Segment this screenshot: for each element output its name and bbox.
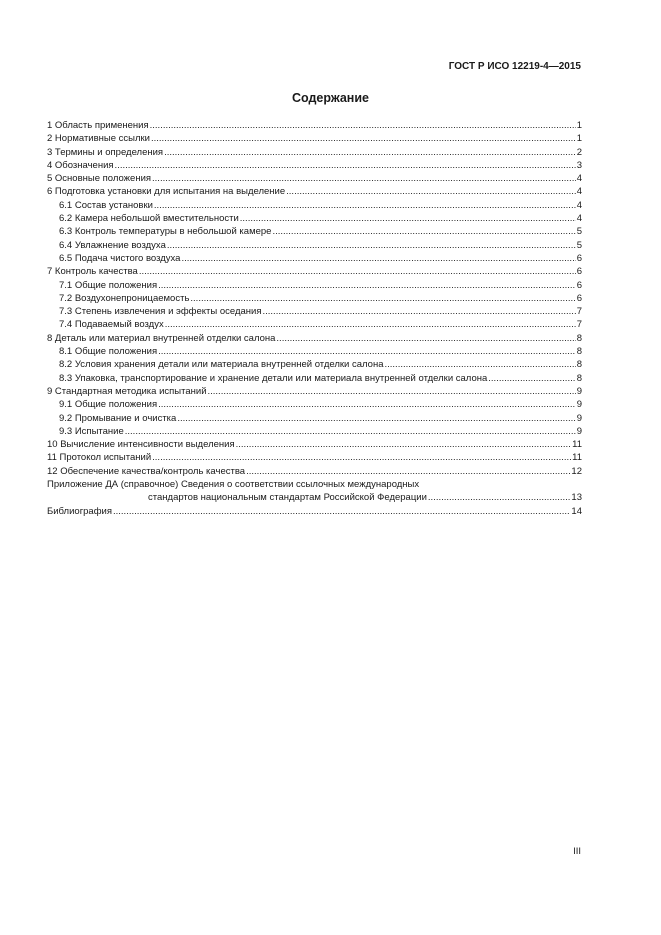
leader-dots <box>165 318 576 331</box>
toc-entry-page: 8 <box>576 372 582 384</box>
toc-entry-label: 6.5 Подача чистого воздуха <box>59 252 181 264</box>
toc-subentry[interactable] <box>47 305 582 318</box>
leader-dots <box>286 185 576 198</box>
appendix-line-1: Приложение ДА (справочное) Сведения о соответствии ссылочных международных <box>47 479 420 491</box>
leader-dots <box>125 425 576 438</box>
toc-entry-label: 9 Стандартная методика испытаний <box>47 385 207 397</box>
toc-entry-label: 9.1 Общие положения <box>59 399 158 411</box>
toc-entry-page: 14 <box>571 505 582 517</box>
toc-entry-page: 1 <box>576 133 582 145</box>
toc-entry-page: 4 <box>576 186 582 198</box>
toc-entry[interactable] <box>47 146 582 159</box>
toc-entry-page: 8 <box>576 346 582 358</box>
toc-subentry[interactable] <box>47 425 582 438</box>
leader-dots <box>276 332 575 345</box>
leader-dots <box>385 358 576 371</box>
toc-subentry[interactable] <box>47 279 582 292</box>
toc-entry-page: 8 <box>576 332 582 344</box>
toc-entry-label: 5 Основные положения <box>47 173 152 185</box>
toc-subentry[interactable] <box>47 412 582 425</box>
toc-entry-page: 11 <box>572 452 582 464</box>
toc-subentry[interactable] <box>47 239 582 252</box>
toc-entry-page: 7 <box>576 306 582 318</box>
document-code: ГОСТ Р ИСО 12219-4—2015 <box>448 61 581 72</box>
toc-entry-page: 2 <box>576 146 582 158</box>
toc-entry-label: 1 Область применения <box>47 120 149 131</box>
toc-entry-label: стандартов национальным стандартам Российской Федерации <box>148 492 427 504</box>
toc-subentry[interactable] <box>47 372 582 385</box>
leader-dots <box>115 159 576 172</box>
leader-dots <box>113 505 570 518</box>
toc-entry-page: 5 <box>576 239 582 251</box>
leader-dots <box>263 305 576 318</box>
toc-subentry[interactable] <box>47 398 582 411</box>
toc-entry-label: 6.1 Состав установки <box>59 199 153 211</box>
toc-entry-page: 6 <box>576 279 582 291</box>
toc-entry-label: 6 Подготовка установки для испытания на выделение <box>47 186 286 198</box>
appendix-line-2 <box>47 491 582 504</box>
toc-entry-page: 12 <box>571 465 582 477</box>
toc-entry-label: 7 Контроль качества <box>47 266 138 278</box>
toc-entry-label: 6.2 Камера небольшой вместительности <box>59 213 239 225</box>
toc-subentry[interactable] <box>47 199 582 212</box>
toc-entry[interactable] <box>47 172 582 185</box>
leader-dots <box>158 279 576 292</box>
toc-entry-page: 4 <box>576 199 582 211</box>
toc-entry-page: 9 <box>576 425 582 437</box>
leader-dots <box>488 372 575 385</box>
toc-subentry[interactable] <box>47 252 582 265</box>
toc-entry[interactable] <box>47 438 582 451</box>
leader-dots <box>152 451 571 464</box>
toc-subentry[interactable] <box>47 358 582 371</box>
toc-appendix-entry[interactable] <box>47 478 582 505</box>
leader-dots <box>428 491 571 504</box>
toc-bibliography-entry[interactable] <box>47 505 582 518</box>
toc-entry[interactable] <box>47 465 582 478</box>
toc-entry-label: 2 Нормативные ссылки <box>47 133 150 145</box>
toc-entry-label: 7.3 Степень извлечения и эффекты оседания <box>59 306 262 318</box>
toc-entry-label: 8 Деталь или материал внутренней отделки салона <box>47 332 276 344</box>
toc-entry-page: 4 <box>576 173 582 185</box>
toc-subentry[interactable] <box>47 225 582 238</box>
toc-entry-page: 4 <box>576 213 582 225</box>
toc-entry-page: 3 <box>576 159 582 171</box>
leader-dots <box>151 132 576 145</box>
toc-entry-label: 9.3 Испытание <box>59 425 124 437</box>
leader-dots <box>158 345 576 358</box>
leader-dots <box>240 212 576 225</box>
toc-entry-label: 12 Обеспечение качества/контроль качества <box>47 465 246 477</box>
toc-entry-page: 6 <box>576 266 582 278</box>
toc-entry-page: 7 <box>576 319 582 331</box>
page-title: Содержание <box>291 91 369 105</box>
toc-entry-label: Библиография <box>47 505 112 517</box>
toc-entry-label: 8.2 Условия хранения детали или материала внутренней отделки салона <box>59 359 384 371</box>
table-of-contents <box>47 119 582 518</box>
toc-entry-label: 8.1 Общие положения <box>59 346 158 358</box>
toc-entry-page: 8 <box>576 359 582 371</box>
toc-entry-page: 1 <box>576 120 582 131</box>
toc-entry-page: 9 <box>576 385 582 397</box>
toc-entry-label: 8.3 Упаковка, транспортирование и хранение детали или материала внутренней отделки салона <box>59 372 488 384</box>
leader-dots <box>272 225 575 238</box>
leader-dots <box>152 172 576 185</box>
toc-entry[interactable] <box>47 265 582 278</box>
toc-subentry[interactable] <box>47 318 582 331</box>
toc-entry-page: 9 <box>576 412 582 424</box>
leader-dots <box>158 398 576 411</box>
toc-entry-label: 10 Вычисление интенсивности выделения <box>47 439 235 451</box>
toc-entry-label: 7.4 Подаваемый воздух <box>59 319 164 331</box>
leader-dots <box>150 119 576 132</box>
leader-dots <box>246 465 570 478</box>
leader-dots <box>164 146 576 159</box>
toc-subentry[interactable] <box>47 212 582 225</box>
leader-dots <box>177 412 575 425</box>
toc-entry-page: 9 <box>576 399 582 411</box>
toc-subentry[interactable] <box>47 292 582 305</box>
toc-entry-label: 7.1 Общие положения <box>59 279 158 291</box>
toc-entry[interactable] <box>47 119 582 132</box>
toc-entry-label: 6.4 Увлажнение воздуха <box>59 239 166 251</box>
toc-entry[interactable] <box>47 451 582 464</box>
leader-dots <box>154 199 576 212</box>
toc-entry[interactable] <box>47 332 582 345</box>
toc-entry-page: 11 <box>572 439 582 451</box>
toc-entry-label: 9.2 Промывание и очистка <box>59 412 177 424</box>
toc-entry-page: 6 <box>576 252 582 264</box>
toc-entry-page: 5 <box>576 226 582 238</box>
page-number: III <box>573 846 581 857</box>
toc-entry-page: 6 <box>576 292 582 304</box>
toc-entry[interactable] <box>47 159 582 172</box>
leader-dots <box>167 239 576 252</box>
toc-subentry[interactable] <box>47 345 582 358</box>
leader-dots <box>190 292 575 305</box>
toc-entry-label: 6.3 Контроль температуры в небольшой камере <box>59 226 272 238</box>
toc-entry[interactable] <box>47 132 582 145</box>
toc-entry-label: 7.2 Воздухонепроницаемость <box>59 292 190 304</box>
toc-entry-page: 13 <box>571 492 582 504</box>
leader-dots <box>208 385 576 398</box>
leader-dots <box>236 438 572 451</box>
toc-entry[interactable] <box>47 185 582 198</box>
leader-dots <box>181 252 575 265</box>
toc-entry-label: 3 Термины и определения <box>47 146 164 158</box>
toc-entry-label: 4 Обозначения <box>47 159 114 171</box>
toc-entry-label: 11 Протокол испытаний <box>47 452 152 464</box>
toc-entry[interactable] <box>47 385 582 398</box>
leader-dots <box>139 265 576 278</box>
